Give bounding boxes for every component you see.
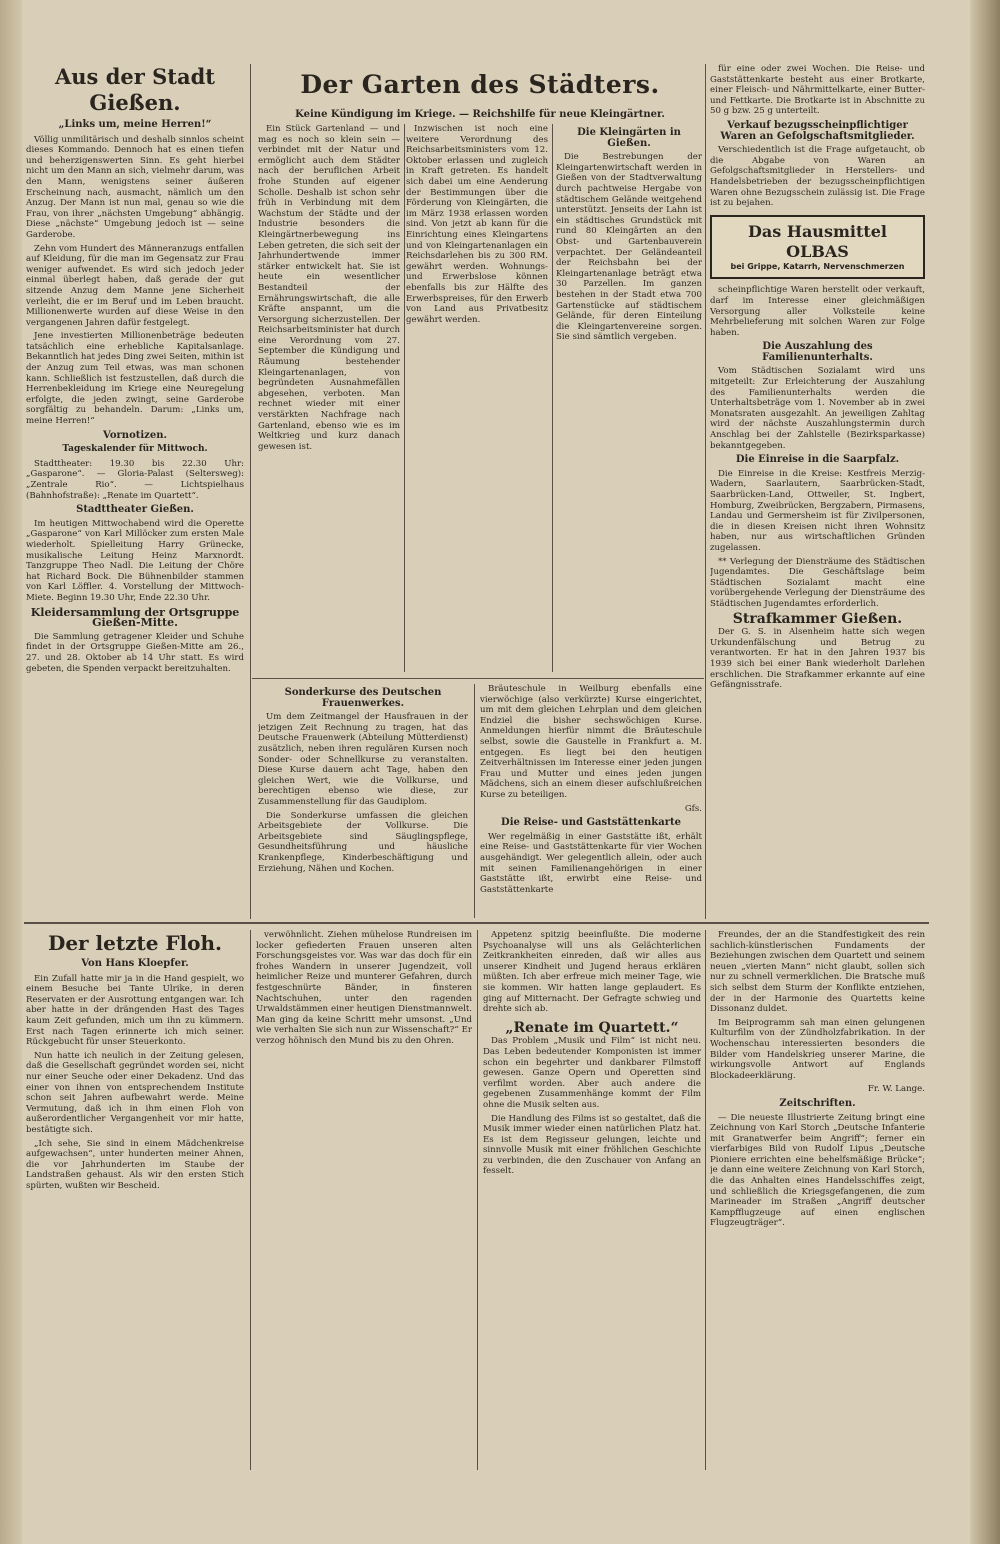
section-rule xyxy=(252,678,704,679)
article-paragraph: — Die neueste Illustrierte Zeitung bringt eine Zeichnung von Karl Storch „Deutsche Infanterie mit Granatwerfer beim Angriff“; ferner ein vierfarbiges Bild von Rudolf Lipus „Deutsche Pioniere errichten eine behelfsmäßige Brücke“; je dann eine weitere Zeichnung von Karl Storch, die das Anhalten eines Handelsschiffes zeigt, und schließlich die Kriegsgefangenen, die zum Marineader im Straßen „Angriff deutscher Kampfflugzeuge auf einen englischen Flugzeugträger“. xyxy=(710,1112,925,1229)
theater-title: Stadttheater Gießen. xyxy=(76,504,194,516)
verkauf-title: Verkauf bezugsscheinpflichtiger Waren an Gefolgschaftsmitglieder. xyxy=(720,119,915,142)
article-paragraph: Ein Zufall hatte mir ja in die Hand gespielt, wo einem Besuche bei Tante Ulrike, in deren Reservaten er der Ausrottung entgangen war. Ich aber hatte in der drängenden Hast des Tages kaum Zeit gefunden, mich um ihn zu kümmern. Erst nach Tagen erinnerte ich mich seiner. Rückgebucht für unser Steuerkonto. xyxy=(26,973,244,1048)
theater-text: Im heutigen Mittwochabend wird die Operette „Gasparone“ von Karl Millöcker zum ersten Male wiederholt. Spielleitung Harry Grünecke, musikalische Leitung Heinz Marxnordt. Tanzgruppe Theo Nadl. Die Leitung der Chöre hat Richard Bock. Die Bühnenbilder stammen von Karl Löffler. 4. Vorstellung der Mittwoch-Miete. Beginn 19.30 Uhr, Ende 22.30 Uhr. xyxy=(26,518,244,603)
sonderkurse-title: Sonderkurse des Deutschen Frauenwerkes. xyxy=(284,687,442,709)
ad-headline: Das Hausmittel OLBAS xyxy=(748,221,887,261)
article-paragraph: Verschiedentlich ist die Frage aufgetaucht, ob die Abgabe von Waren an Gefolgschaftsmitglieder in Herstellers- und Handelsbetrieben der bezugsscheinpflichtigen Waren ohne Bezugsschein zulässig ist. Die Frage ist zu bejahen. xyxy=(710,145,925,209)
kleider-title: Kleidersammlung der Ortsgruppe Gießen-Mitte. xyxy=(30,605,240,630)
article-signature: Fr. W. Lange. xyxy=(867,1084,925,1095)
article-paragraph: Appetenz spitzig beeinflußte. Die moderne Psychoanalyse will uns als Gelächterlichen Zeitkrankheiten einreden, daß wir alles aus unserer Kindheit und Jugend heraus erklären müßten. Ich aber erfreue mich meiner Tage, wie sie kommen. Wir hatten lange geplaudert. Es ging auf Mitternacht. Der Gefragte schwieg und drehte sich ab. xyxy=(483,930,701,1015)
article-paragraph: verwöhnlicht. Ziehen mühelose Rundreisen im locker gefiederten Frauen unseren alten Forschungsgeistes vor. Was war das doch für ein frohes Wandern in unserer Jugendzeit, voll heimlicher Reize und munterer Gefahren, durch festgeschnürte Bänder, in finsteren Nachtschuhen, unter den ragenden Urwaldstämmen einer heutigen Dienstmannwelt. Man ging da keine Schritt mehr umsonst. „Und wie verhalten Sie sich nun zur Wissenschaft?“ Er verzog höhnisch den Mund bis zu den Ohren. xyxy=(256,930,472,1046)
article-paragraph: Wer regelmäßig in einer Gaststätte ißt, erhält eine Reise- und Gaststättenkarte für vier Wochen ausgehändigt. Wer gelegentlich allein, oder auch mit seinen Familienangehörigen in einer Gaststätte ißt, erwirbt eine Reise- und Gaststättenkarte xyxy=(480,831,702,895)
article-paragraph: Völlig unmilitärisch und deshalb sinnlos scheint dieses Kommando. Dennoch hat es einen tiefen und beherzigenswerten Sinn. Es geht hierbei nicht um den Mann an sich, vielmehr darum, was den Mann, wenigstens seiner äußeren Erscheinung nach, ausmacht, nämlich um den Anzug. Der Mann ist nun mal, genau so wie die Frau, von ihrer „nächsten Umgebung“ abhängig. Diese „nächste“ Umgebung jedoch ist — seine Garderobe. xyxy=(26,134,244,240)
sonderkurse-col-1 xyxy=(258,684,468,918)
article-paragraph: Zehn vom Hundert des Männeranzugs entfallen auf Kleidung, für die man im Gegensatz zur Frau weniger aufwendet. Es wird sich jedoch jeder einmal überlegt haben, daß gerade der gut sitzende Anzug dem Manne jene Sicherheit verleiht, die er im Beruf und im Leben braucht. Millionenwerte wurden auf diese Weise in den vergangenen Jahren dafür festgelegt. xyxy=(26,243,244,328)
article-paragraph: Die Bestrebungen der Kleingartenwirtschaft werden in Gießen von der Stadtverwaltung durch pachtweise Hergabe von städtischem Gelände weitgehend unterstützt. Jenseits der Lahn ist ein städtisches Grundstück mit rund 80 Kleingärten an den Obst- und Gartenbauverein verpachtet. Der Geländeanteil der Reichsbahn bei der Kleingartenanlage beträgt etwa 30 Parzellen. Im ganzen bestehen in der Stadt etwa 700 Gartenstücke auf städtischem Gelände, für deren Einteilung die Kleingartenvereine sorgen. Sie sind sämtlich vergeben. xyxy=(556,152,702,343)
floh-col-1 xyxy=(26,930,244,1470)
article-paragraph: „Ich sehe, Sie sind in einem Mädchenkreise aufgewachsen“, unter hunderten meiner Ahnen, die vor Jahrhunderten im Staube der Landstraßen gehaust. Als wir den ersten Stich spürten, wußten wir Bescheid. xyxy=(26,1138,244,1191)
floh-author: Von Hans Kloepfer. xyxy=(81,958,189,969)
main-headline: Der Garten des Städters. xyxy=(300,70,660,99)
column-rule xyxy=(477,930,478,1470)
vornotizen-title: Vornotizen. xyxy=(103,429,167,441)
zeitschriften-title: Zeitschriften. xyxy=(779,1097,856,1109)
page-binding xyxy=(0,0,22,1544)
main-col-2 xyxy=(406,124,548,672)
renate-title: „Renate im Quartett.“ xyxy=(505,1019,679,1036)
kleingaerten-title: Die Kleingärten in Gießen. xyxy=(577,127,681,149)
column-rule xyxy=(404,124,405,672)
article-paragraph: Vom Städtischen Sozialamt wird uns mitgeteilt: Zur Erleichterung der Auszahlung des Familienunterhalts werden die Unterhaltsbeträge vom 1. November ab in zwei Monatsraten ausgezahlt. An jeweiligen Zahltag wird der nächste Auszahlungstermin durch Anschlag bei der Zahlstelle (Bezirksparkasse) bekanntgegeben. xyxy=(710,366,925,451)
column-rule xyxy=(552,124,553,672)
article-paragraph: Freundes, der an die Standfestigkeit des rein sachlich-künstlerischen Fundaments der Beziehungen zwischen dem Quartett und seinem neuen „vierten Mann“ nicht glaubt, sollen sich nur zu schnell vermerklichen. Die Bratsche muß sich selbst dem Sturm der Konflikte entziehen, der in der Harmonie des Quartetts keine Dissonanz duldet. xyxy=(710,930,925,1015)
article-paragraph: Die Einreise in die Kreise: Kestfreis Merzig-Wadern, Saarlautern, Saarbrücken-Stadt, Saarbrücken-Land, Ottweiler, St. Ingbert, Homburg, Zweibrücken, Bergzabern, Pirmasens, Landau und Germersheim ist für Zivilpersonen, die in diesen Kreisen nicht ihren Wohnsitz haben, nur aus wirtschaftlichen Gründen zugelassen. xyxy=(710,468,925,553)
saarpfalz-title: Die Einreise in die Saarpfalz. xyxy=(735,454,900,466)
main-subtitle: Keine Kündigung im Kriege. — Reichshilfe für neue Kleingärtner. xyxy=(295,109,665,120)
article-paragraph: Bräuteschule in Weilburg ebenfalls eine vierwöchige (also verkürzte) Kurse eingerichtet, um mit dem gleichen Lehrplan und dem gleichen Endziel die bisher sechswöchigen Kurse. Anmeldungen hierfür nimmt die Bräuteschule selbst, sowie die Gaustelle in Frankfurt a. M. entgegen. Es liegt bei den heutigen Zeitverhältnissen im Interesse einer jeden jungen Frau und Mutter und eines jeden jungen Mädchens, sich an einem dieser aufschlußreichen Kurse zu beteiligen. xyxy=(480,684,702,800)
floh-title: Der letzte Floh. xyxy=(47,931,223,955)
article-paragraph: Der G. S. in Alsenheim hatte sich wegen Urkundenfälschung und Betrug zu verantworten. Er hat in den Jahren 1937 bis 1939 sich bei einer Bank wiederholt Darlehen erschlichen. Die Strafkammer erkannte auf eine Gefängnisstrafe. xyxy=(710,627,925,691)
strafkammer-title: Strafkammer Gießen. xyxy=(732,610,903,627)
right-column xyxy=(710,64,925,918)
main-col-1 xyxy=(258,124,400,672)
olbas-advertisement xyxy=(710,215,925,280)
reise-title: Die Reise- und Gaststättenkarte xyxy=(501,817,681,829)
column-rule xyxy=(474,684,475,918)
vornotizen-subtitle: Tageskalender für Mittwoch. xyxy=(62,444,208,455)
article-paragraph: Inzwischen ist noch eine weitere Verordnung des Reichsarbeitsministers vom 12. Oktober erlassen und zugleich in Kraft getreten. Es handelt sich dabei um eine Aenderung der Bestimmungen über die Förderung von Kleingärten, die im März 1938 erlassen worden sind. Von jetzt ab kann für die Einrichtung eines Kleingartens und von Kleingartenanlagen ein Reichsdarlehen bis zu 300 RM. gewährt werden. Wohnungs- und Erwerbslose können ebenfalls bis zur Hälfte des Erwerbspreises, für den Erwerb von Land aus Privatbesitz gewährt werden. xyxy=(406,124,548,325)
left-column xyxy=(26,64,244,918)
column-rule xyxy=(705,64,706,919)
article-paragraph: Das Problem „Musik und Film“ ist nicht neu. Das Leben bedeutender Komponisten ist immer schon ein begehrter und dankbarer Filmstoff gewesen. Ganze Opern und Operetten sind verfilmt worden. Aber auch andere die gegebenen Zusammenhänge kommt der Film ohne die Musik selten aus. xyxy=(483,1036,701,1110)
local-news-title: Aus der Stadt Gießen. xyxy=(55,64,215,115)
article-paragraph: ** Verlegung der Diensträume des Städtischen Jugendamtes. Die Geschäftslage beim Städtischen Sozialamt macht eine vorübergehende Verlegung der Diensträume des Städtischen Jugendamtes erforderlich. xyxy=(710,556,925,609)
article-paragraph: Die Handlung des Films ist so gestaltet, daß die Musik immer wieder einen natürlichen Platz hat. Es ist dem Regisseur gelungen, leichte und sinnvolle Musik mit einer fröhlichen Geschichte zu verbinden, die den Zuschauer von Anfang an fesselt. xyxy=(483,1113,701,1177)
article-paragraph: scheinpflichtige Waren herstellt oder verkauft, darf im Interesse einer gleichmäßigen Versorgung aller Volksteile keine Mehrbelieferung mit solchen Waren zur Folge haben. xyxy=(710,285,925,338)
floh-col-3 xyxy=(483,930,701,1470)
vornotizen-text: Stadttheater: 19.30 bis 22.30 Uhr: „Gasparone“. — Gloria-Palast (Seltersweg): „Zentrale Rio“. — Lichtspielhaus (Bahnhofstraße): „Renate im Quartett“. xyxy=(26,458,244,501)
section-rule xyxy=(24,922,929,924)
column-rule xyxy=(250,64,251,919)
sonderkurse-col-2 xyxy=(480,684,702,918)
article-paragraph: Jene investierten Millionenbeträge bedeuten tatsächlich eine erhebliche Kapitalsanlage. Bekanntlich hat jedes Ding zwei Seiten, mithin ist der Anzug zum Teil etwas, was man schonen kann. Schließlich ist festzustellen, daß durch die Herrenbekleidung im Kriege eine Neuregelung erfolgte, die jeden zwingt, seine Garderobe sorgfältig zu behandeln. Darum: „Links um, meine Herren!“ xyxy=(26,331,244,427)
article-paragraph: Um dem Zeitmangel der Hausfrauen in der jetzigen Zeit Rechnung zu tragen, hat das Deutsche Frauenwerk (Abteilung Mütterdienst) zusätzlich, neben ihren regulären Kursen noch Sonder- oder Schnellkurse zu veranstalten. Diese Kurse dauern acht Tage, haben den gleichen Wert, wie die Vollkurse, und berechtigen ebenso wie diese, zur Zusammenstellung für das Gaudiplom. xyxy=(258,712,468,807)
kleider-text: Die Sammlung getragener Kleider und Schuhe findet in der Ortsgruppe Gießen-Mitte am 26., 27. und 28. Oktober ab 14 Uhr statt. Es wird gebeten, die Spenden verpackt bereitzuhalten. xyxy=(26,631,244,674)
article-paragraph: für eine oder zwei Wochen. Die Reise- und Gaststättenkarte besteht aus einer Brotkarte, einer Fleisch- und Nährmittelkarte, einer Butter- und Fettkarte. Die Brotkarte ist in Abschnitte zu 50 g bzw. 25 g unterteilt. xyxy=(710,64,925,117)
article-paragraph: Die Sonderkurse umfassen die gleichen Arbeitsgebiete der Vollkurse. Die Arbeitsgebiete sind Säuglingspflege, Gesundheitsführung und häusliche Krankenpflege, Kinderbeschäftigung und Erziehung, Nähen und Kochen. xyxy=(258,810,468,874)
article-subtitle: „Links um, meine Herren!“ xyxy=(58,119,212,130)
ad-subline: bei Grippe, Katarrh, Nervenschmerzen xyxy=(730,261,905,271)
auszahlung-title: Die Auszahlung des Familienunterhalts. xyxy=(762,341,873,363)
main-col-3 xyxy=(556,124,702,672)
floh-col-2 xyxy=(256,930,472,1470)
right-bottom-column xyxy=(710,930,925,1470)
column-rule xyxy=(250,930,251,1470)
article-paragraph: Im Beiprogramm sah man einen gelungenen Kulturfilm von der Zündholzfabrikation. In der Wochenschau interessierten besonders die Bilder vom Handelskrieg unserer Marine, die wirkungsvolle Antwort auf Englands Blockadeerklärung. xyxy=(710,1017,925,1081)
article-paragraph: Ein Stück Gartenland — und mag es noch so klein sein — verbindet mit der Natur und ermöglicht auch dem Städter nach der beruflichen Arbeit frohe Stunden auf eigener Scholle. Deshalb ist schon sehr früh in Verbindung mit dem Wachstum der Städte und der Industrie besonders die Kleingärtnerbewegung ins Leben getreten, die sich seit der Jahrhundertwende immer stärker entwickelt hat. Sie ist heute ein wesentlicher Bestandteil der Ernährungswirtschaft, die alle Kräfte anspannt, um die Versorgung sicherzustellen. Der Reichsarbeitsminister hat durch eine Verordnung vom 27. September die Kündigung und Räumung bestehender Kleingartenanlagen, von begründeten Ausnahmefällen abgesehen, verboten. Man rechnet wieder mit einer verstärkten Nachfrage nach Gartenland, ebenso wie es im Weltkrieg und kurz danach gewesen ist. xyxy=(258,124,400,452)
column-rule xyxy=(705,930,706,1470)
page-edge xyxy=(970,0,1000,1544)
article-signature: Gfs. xyxy=(684,803,702,814)
article-paragraph: Nun hatte ich neulich in der Zeitung gelesen, daß die Gesellschaft gegründet worden sei, nicht nur einer Seuche oder einer Dekadenz. Und das einer von ihnen von entsprechendem Institute schon seit Jahren aufbewahrt werde. Meine Vermutung, daß ich in ihm einen Floh von außerordentlicher Vergangenheit vor mir hatte, bestätigte sich. xyxy=(26,1050,244,1135)
